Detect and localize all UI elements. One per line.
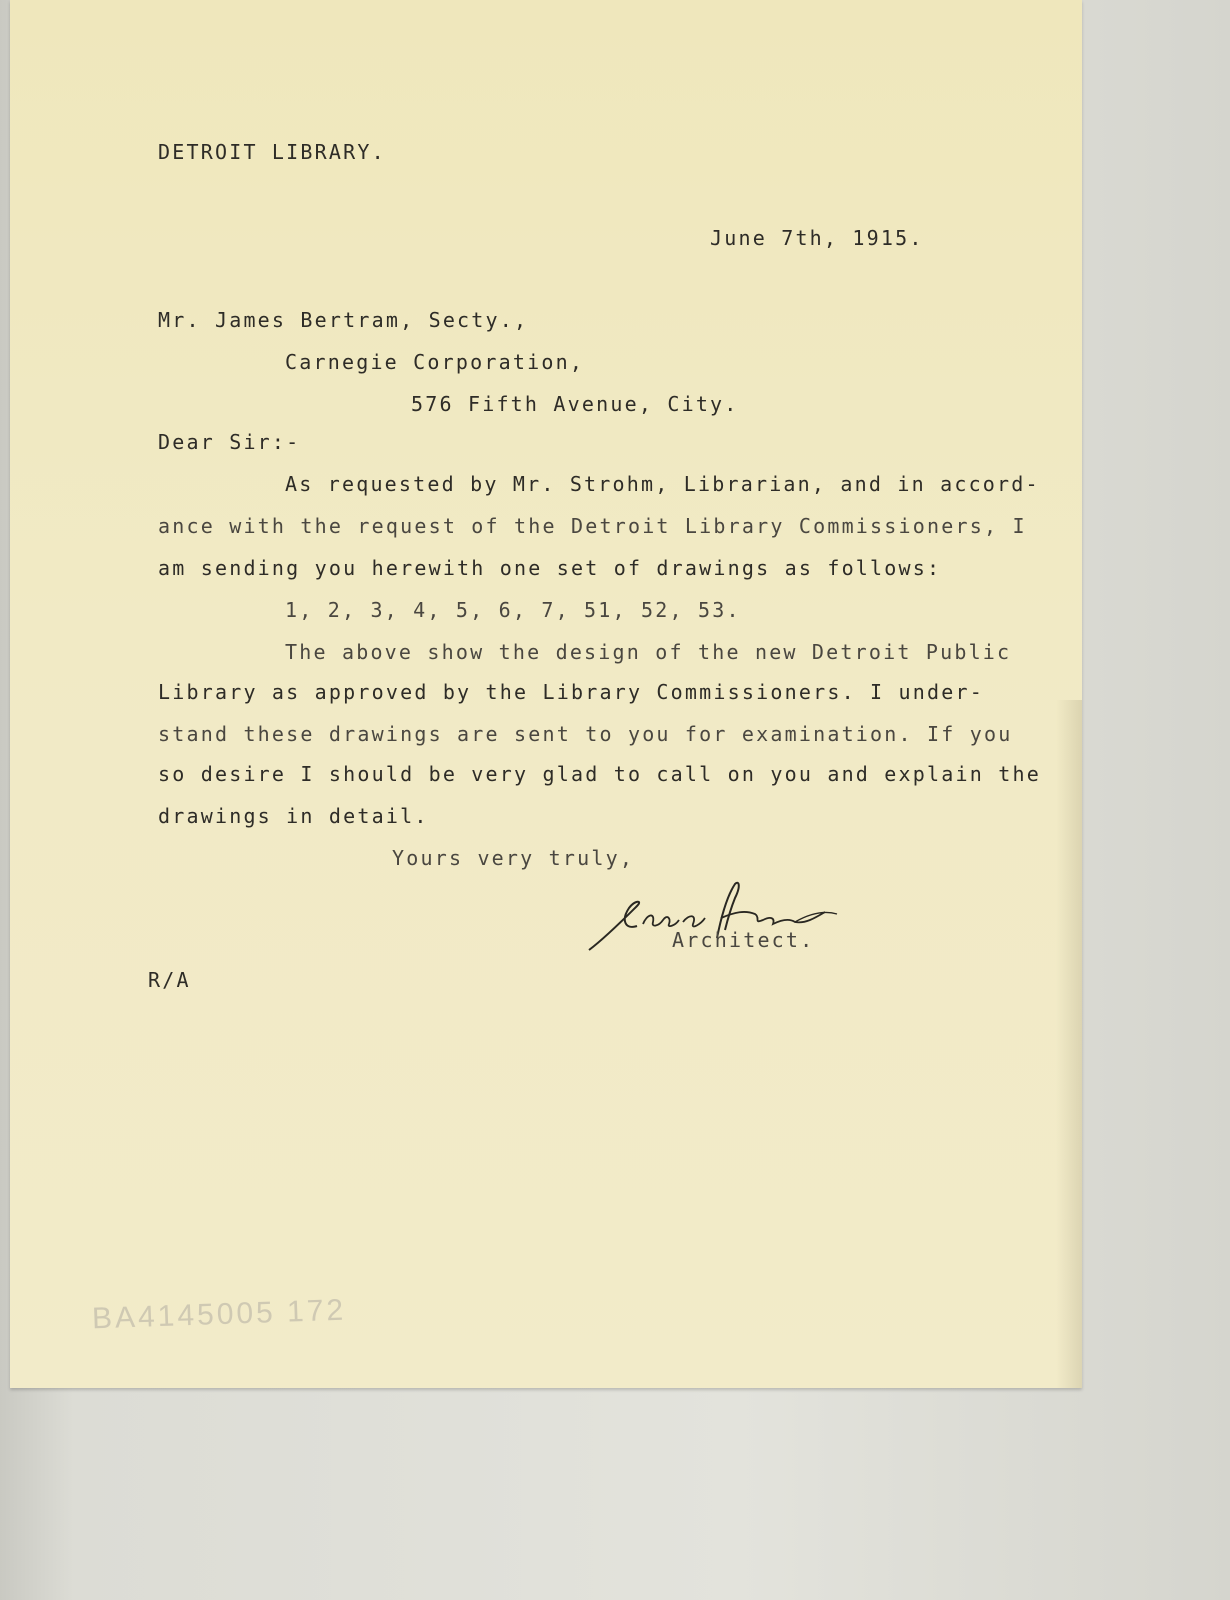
letterhead: DETROIT LIBRARY. — [158, 140, 386, 164]
body-line: ance with the request of the Detroit Library Commissioners, I — [158, 514, 1027, 538]
body-line: As requested by Mr. Strohm, Librarian, and in accord- — [285, 472, 1040, 496]
reference-initials: R/A — [148, 968, 191, 992]
salutation: Dear Sir:- — [158, 430, 301, 454]
recipient-organization: Carnegie Corporation, — [285, 350, 585, 374]
body-line: drawings in detail. — [158, 804, 429, 828]
archive-pencil-number: BA4145005 172 — [91, 1293, 347, 1336]
body-line: Library as approved by the Library Commissioners. I under- — [158, 680, 984, 704]
recipient-address: 576 Fifth Avenue, City. — [411, 392, 739, 416]
body-line: stand these drawings are sent to you for examination. If you — [158, 722, 1013, 746]
handwritten-signature — [585, 878, 845, 968]
recipient-name: Mr. James Bertram, Secty., — [158, 308, 529, 332]
closing: Yours very truly, — [392, 846, 635, 870]
signature-title: Architect. — [672, 928, 815, 952]
body-line: The above show the design of the new Detroit Public — [285, 640, 1012, 664]
body-line: am sending you herewith one set of drawings as follows: — [158, 556, 942, 580]
letter-page — [10, 0, 1082, 1388]
body-line: so desire I should be very glad to call on you and explain the — [158, 762, 1041, 786]
drawing-numbers: 1, 2, 3, 4, 5, 6, 7, 51, 52, 53. — [285, 598, 741, 622]
letter-date: June 7th, 1915. — [710, 226, 924, 250]
